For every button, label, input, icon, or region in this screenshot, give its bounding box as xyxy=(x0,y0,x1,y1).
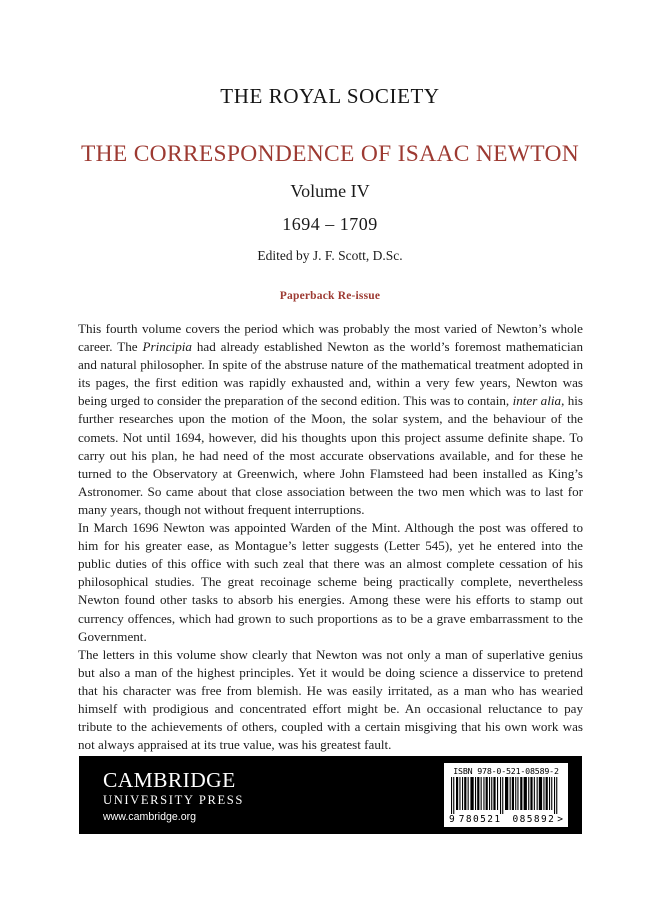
barcode-tail-symbol: > xyxy=(557,814,563,825)
page-title: THE CORRESPONDENCE OF ISAAC NEWTON xyxy=(80,141,580,167)
reissue-badge: Paperback Re-issue xyxy=(279,290,381,302)
isbn-barcode-block xyxy=(444,763,568,827)
blurb-paragraph-3: The letters in this volume show clearly that Newton was not only a man of superlative genius but also a man of the highest principles. Yet it would be doing science a disservice to pretend that his character was free from blemish. He was easily irritated, as a man who has wearied himself with prodigious and concentrated effort might be. An occasional reluctance to pay tribute to the achievements of others, coupled with a certain misgiving that his own work was not always appraised at its true value, was his greatest fault. xyxy=(78,646,583,753)
barcode-digits xyxy=(448,814,564,825)
isbn-label: ISBN 978-0-521-08589-2 xyxy=(453,766,559,776)
blurb-p1-part-b: had already established Newton as the world’s foremost mathematician and natural philosopher. In spite of the abstruse nature of the mathematical treatment adopted in its pages, the first edition was rapidly exhausted and, within a very few years, Newton was being urged to consider the preparation of the second edition. This was to contain, xyxy=(78,339,583,409)
date-range-label: 1694 – 1709 xyxy=(282,214,378,234)
blurb-p1-italic-principia: Principia xyxy=(142,339,192,355)
cambridge-university-press-logo xyxy=(103,769,244,824)
blurb-paragraph-2: In March 1696 Newton was appointed Warden of the Mint. Although the post was offered to him for his greater ease, as Montague’s letter suggests (Letter 545), yet he entered into the public duties of this office with such zeal that there was an almost complete cessation of his philosophical studies. The great recoinage scheme being practically complete, nevertheless Newton found other tasks to absorb his energies. Among these were his efforts to stamp out currency offences, which had grown to such proportions as to be a grave embarrassment to the Government. xyxy=(78,520,583,644)
barcode-group-2: 085892 xyxy=(512,814,556,825)
volume-label: Volume IV xyxy=(290,181,370,201)
barcode-bars-icon xyxy=(450,777,562,814)
editor-credit: Edited by J. F. Scott, D.Sc. xyxy=(257,248,403,263)
blurb-p1-italic-inter-alia: inter alia xyxy=(512,393,562,409)
publisher-footer-bar xyxy=(79,756,582,834)
publisher-website-url: www.cambridge.org xyxy=(103,811,197,823)
blurb-text xyxy=(78,320,583,754)
blurb-paragraph-1 xyxy=(78,320,583,519)
barcode-group-1: 780521 xyxy=(458,814,502,825)
publisher-subtitle: UNIVERSITY PRESS xyxy=(103,793,244,807)
publisher-name: CAMBRIDGE xyxy=(103,768,236,792)
blurb-p1-part-a: This fourth volume covers the period which was probably the most varied of Newton’s whole career. The xyxy=(78,321,583,355)
barcode-lead-digit: 9 xyxy=(449,814,455,825)
society-line: THE ROYAL SOCIETY xyxy=(220,84,440,108)
blurb-p1-part-c: , his further researches upon the motion of the Moon, the solar system, and the behaviour of the comets. Not until 1694, however, did his thoughts upon this project assume definite shape. To carry out his plan, he had need of the most accurate observations available, and for these he turned to the Observatory at Greenwich, where John Flamsteed had been installed as King’s Astronomer. So came about that close association between the two men which was to last for many years, though not without frequent interruptions. xyxy=(78,393,584,517)
